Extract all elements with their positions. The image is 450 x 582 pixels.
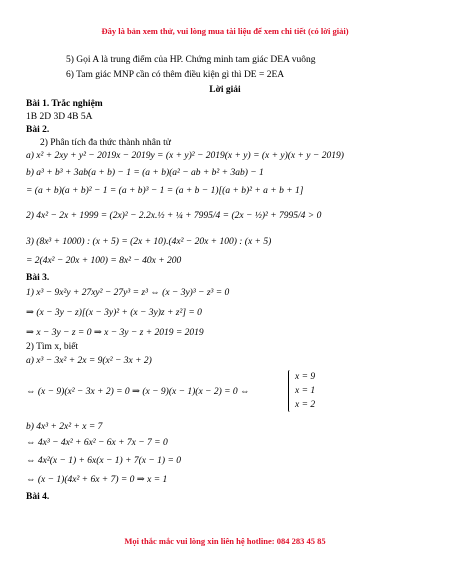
- bai3-line-3: ⇒ x − 3y − z = 0 ⇒ x − 3y − z + 2019 = 2019: [26, 328, 204, 338]
- section-bai-2: Bài 2.: [26, 125, 50, 135]
- question-5: 5) Gọi A là trung điểm của HP. Chứng minh tam giác DEA vuông: [66, 55, 316, 65]
- bai3-part-b-step1: ⇔ 4x³ − 4x² + 6x² − 6x + 7x − 7 = 0: [26, 438, 168, 448]
- bai3-part-a: a) x³ − 3x² + 2x = 9(x² − 3x + 2): [26, 356, 152, 366]
- section-bai-4: Bài 4.: [26, 492, 50, 502]
- bai3-line-2: ⇒ (x − 3y − z)[(x − 3y)² + (x − 3y)z + z²] = 0: [26, 308, 202, 318]
- solution-system-bracket: [288, 370, 329, 412]
- bai3-find-x: 2) Tìm x, biết: [26, 342, 79, 352]
- bai2-item-3-line2: = 2(4x² − 20x + 100) = 8x² − 40x + 200: [26, 256, 182, 266]
- solution-x-2: x = 2: [295, 400, 316, 410]
- bai2-part-a: a) x² + 2xy + y² − 2019x − 2019y = (x + y)² − 2019(x + y) = (x + y)(x + y − 2019): [26, 151, 344, 161]
- solution-heading: Lời giải: [209, 85, 241, 95]
- solution-x-1: x = 1: [295, 386, 316, 396]
- bai3-part-b-step3: ⇔ (x − 1)(4x² + 6x + 7) = 0 ⇒ x = 1: [26, 475, 168, 485]
- answer-key: 1B 2D 3D 4B 5A: [26, 112, 93, 122]
- bai3-part-b-step2: ⇔ 4x²(x − 1) + 6x(x − 1) + 7(x − 1) = 0: [26, 456, 182, 466]
- bai2-item-2: 2) 4x² − 2x + 1999 = (2x)² − 2.2x.½ + ¼ + 7995/4 = (2x − ½)² + 7995/4 > 0: [26, 211, 322, 221]
- bai3-part-a-solution: ⇔ (x − 9)(x² − 3x + 2) = 0 ⇒ (x − 9)(x − 1)(x − 2) = 0 ⇔: [26, 387, 250, 397]
- question-6: 6) Tam giác MNP cần có thêm điều kiện gì thì DE = 2EA: [66, 70, 285, 80]
- bai2-part-b-line1: b) a³ + b³ + 3ab(a + b) − 1 = (a + b)(a² − ab + b² + 3ab) − 1: [26, 168, 264, 178]
- bai3-part-b: b) 4x³ + 2x² + x = 7: [26, 422, 103, 432]
- bai2-part-b-line2: = (a + b)(a + b)² − 1 = (a + b)³ − 1 = (a + b − 1)[(a + b)² + a + b + 1]: [26, 186, 304, 196]
- section-bai-1: Bài 1. Trắc nghiệm: [26, 99, 103, 109]
- hotline-footer: Mọi thắc mắc vui lòng xin liên hệ hotline: 084 283 45 85: [124, 536, 326, 546]
- section-bai-3: Bài 3.: [26, 273, 50, 283]
- preview-banner: Đây là bản xem thử, vui lòng mua tài liệu để xem chi tiết (có lời giải): [101, 26, 349, 36]
- bai2-task-title: 2) Phân tích đa thức thành nhân tử: [40, 138, 171, 148]
- bai2-item-3-line1: 3) (8x³ + 1000) : (x + 5) = (2x + 10).(4x² − 20x + 100) : (x + 5): [26, 237, 272, 247]
- solution-x-9: x = 9: [295, 372, 316, 382]
- bai3-line-1: 1) x³ − 9x²y + 27xy² − 27y³ = z³ ⇔ (x − 3y)³ − z³ = 0: [26, 288, 230, 298]
